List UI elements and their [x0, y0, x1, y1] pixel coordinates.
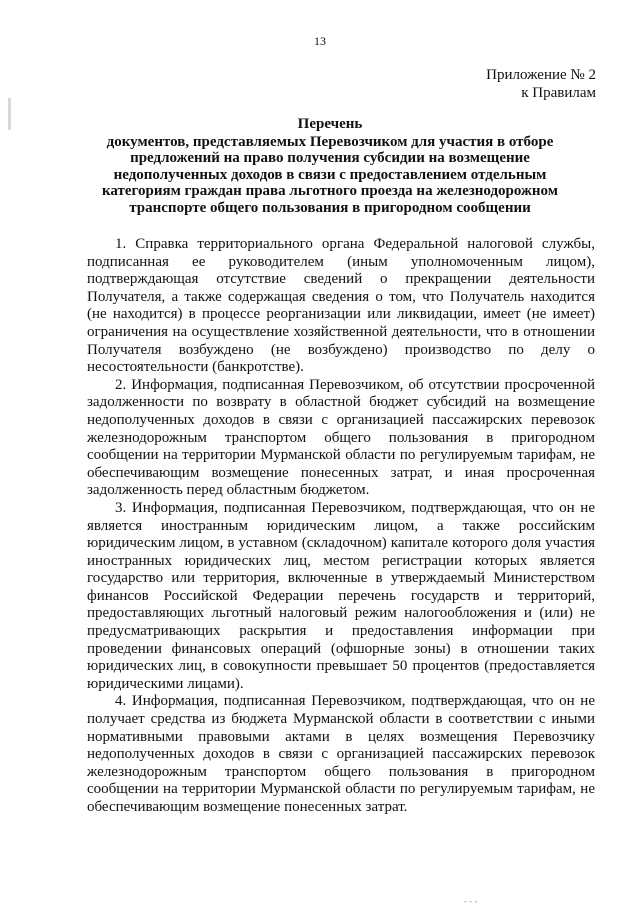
document-title: [80, 116, 580, 216]
document-body: [87, 236, 595, 817]
scan-corner-artifact: - - -: [464, 896, 478, 906]
paragraph-item: 2. Информация, подписанная Перевозчиком, об отсутствии просроченной задолженности по возврату в областной бюджет субсидий на возмещение недополученных доходов в связи с организацией пассажирских перевозок железнодорожным транспортом общего пользования в пригородном сообщении на территории Мурманской области по регулируемым тарифам, не обеспечивающим возмещение понесенных затрат, и иная просроченная задолженность перед областным бюджетом.: [87, 376, 595, 499]
paragraph-item: 3. Информация, подписанная Перевозчиком, подтверждающая, что он не является иностранным юридическим лицом, а также российским юридическим лицом, в уставном (складочном) капитале которого доля участия иностранных юридических лиц, местом регистрации которых является государство или территория, включенные в утверждаемый Министерством финансов Российской Федерации перечень государств и территорий, предоставляющих льготный налоговый режим налогообложения и (или) не предусматривающих раскрытия и предоставления информации при проведении финансовых операций (офшорные зоны) в отношении таких юридических лиц, в совокупности превышает 50 процентов (предоставляется юридическими лицами).: [87, 499, 595, 692]
paragraph-item: 4. Информация, подписанная Перевозчиком, подтверждающая, что он не получает средства из бюджета Мурманской области в соответствии с иными нормативными правовыми актами в целях возмещения Перевозчику недополученных доходов в связи с организацией пассажирских перевозок железнодорожным транспортом общего пользования в пригородном сообщении на территории Мурманской области по регулируемым тарифам, не обеспечивающим возмещение понесенных затрат.: [87, 693, 595, 815]
paragraph-item: 1. Справка территориального органа Федеральной налоговой службы, подписанная ее руководителем (иным уполномоченным лицом), подтверждающая отсутствие сведений о прекращении деятельности Получателя, а также содержащая сведения о том, что Получатель находится (не находится) в процессе реорганизации или ликвидации, имеет (не имеет) ограничения на осуществление хозяйственной деятельности, что в отношении Получателя возбуждено (не возбуждено) производство по делу о несостоятельности (банкротстве).: [87, 236, 595, 376]
title-heading: Перечень: [297, 116, 363, 132]
appendix-number: Приложение № 2: [486, 67, 596, 83]
appendix-reference: [486, 66, 596, 102]
appendix-target: к Правилам: [521, 85, 596, 101]
scan-margin-artifact: [8, 98, 11, 130]
page-number: 13: [314, 34, 326, 48]
title-subtitle: документов, представляемых Перевозчиком для участия в отборе предложений на право получения субсидии на возмещение недополученных доходов в связи с предоставлением отдельным категориям граждан права льготного проезда на железнодорожном транспорте общего пользования в пригородном сообщении: [102, 133, 558, 216]
